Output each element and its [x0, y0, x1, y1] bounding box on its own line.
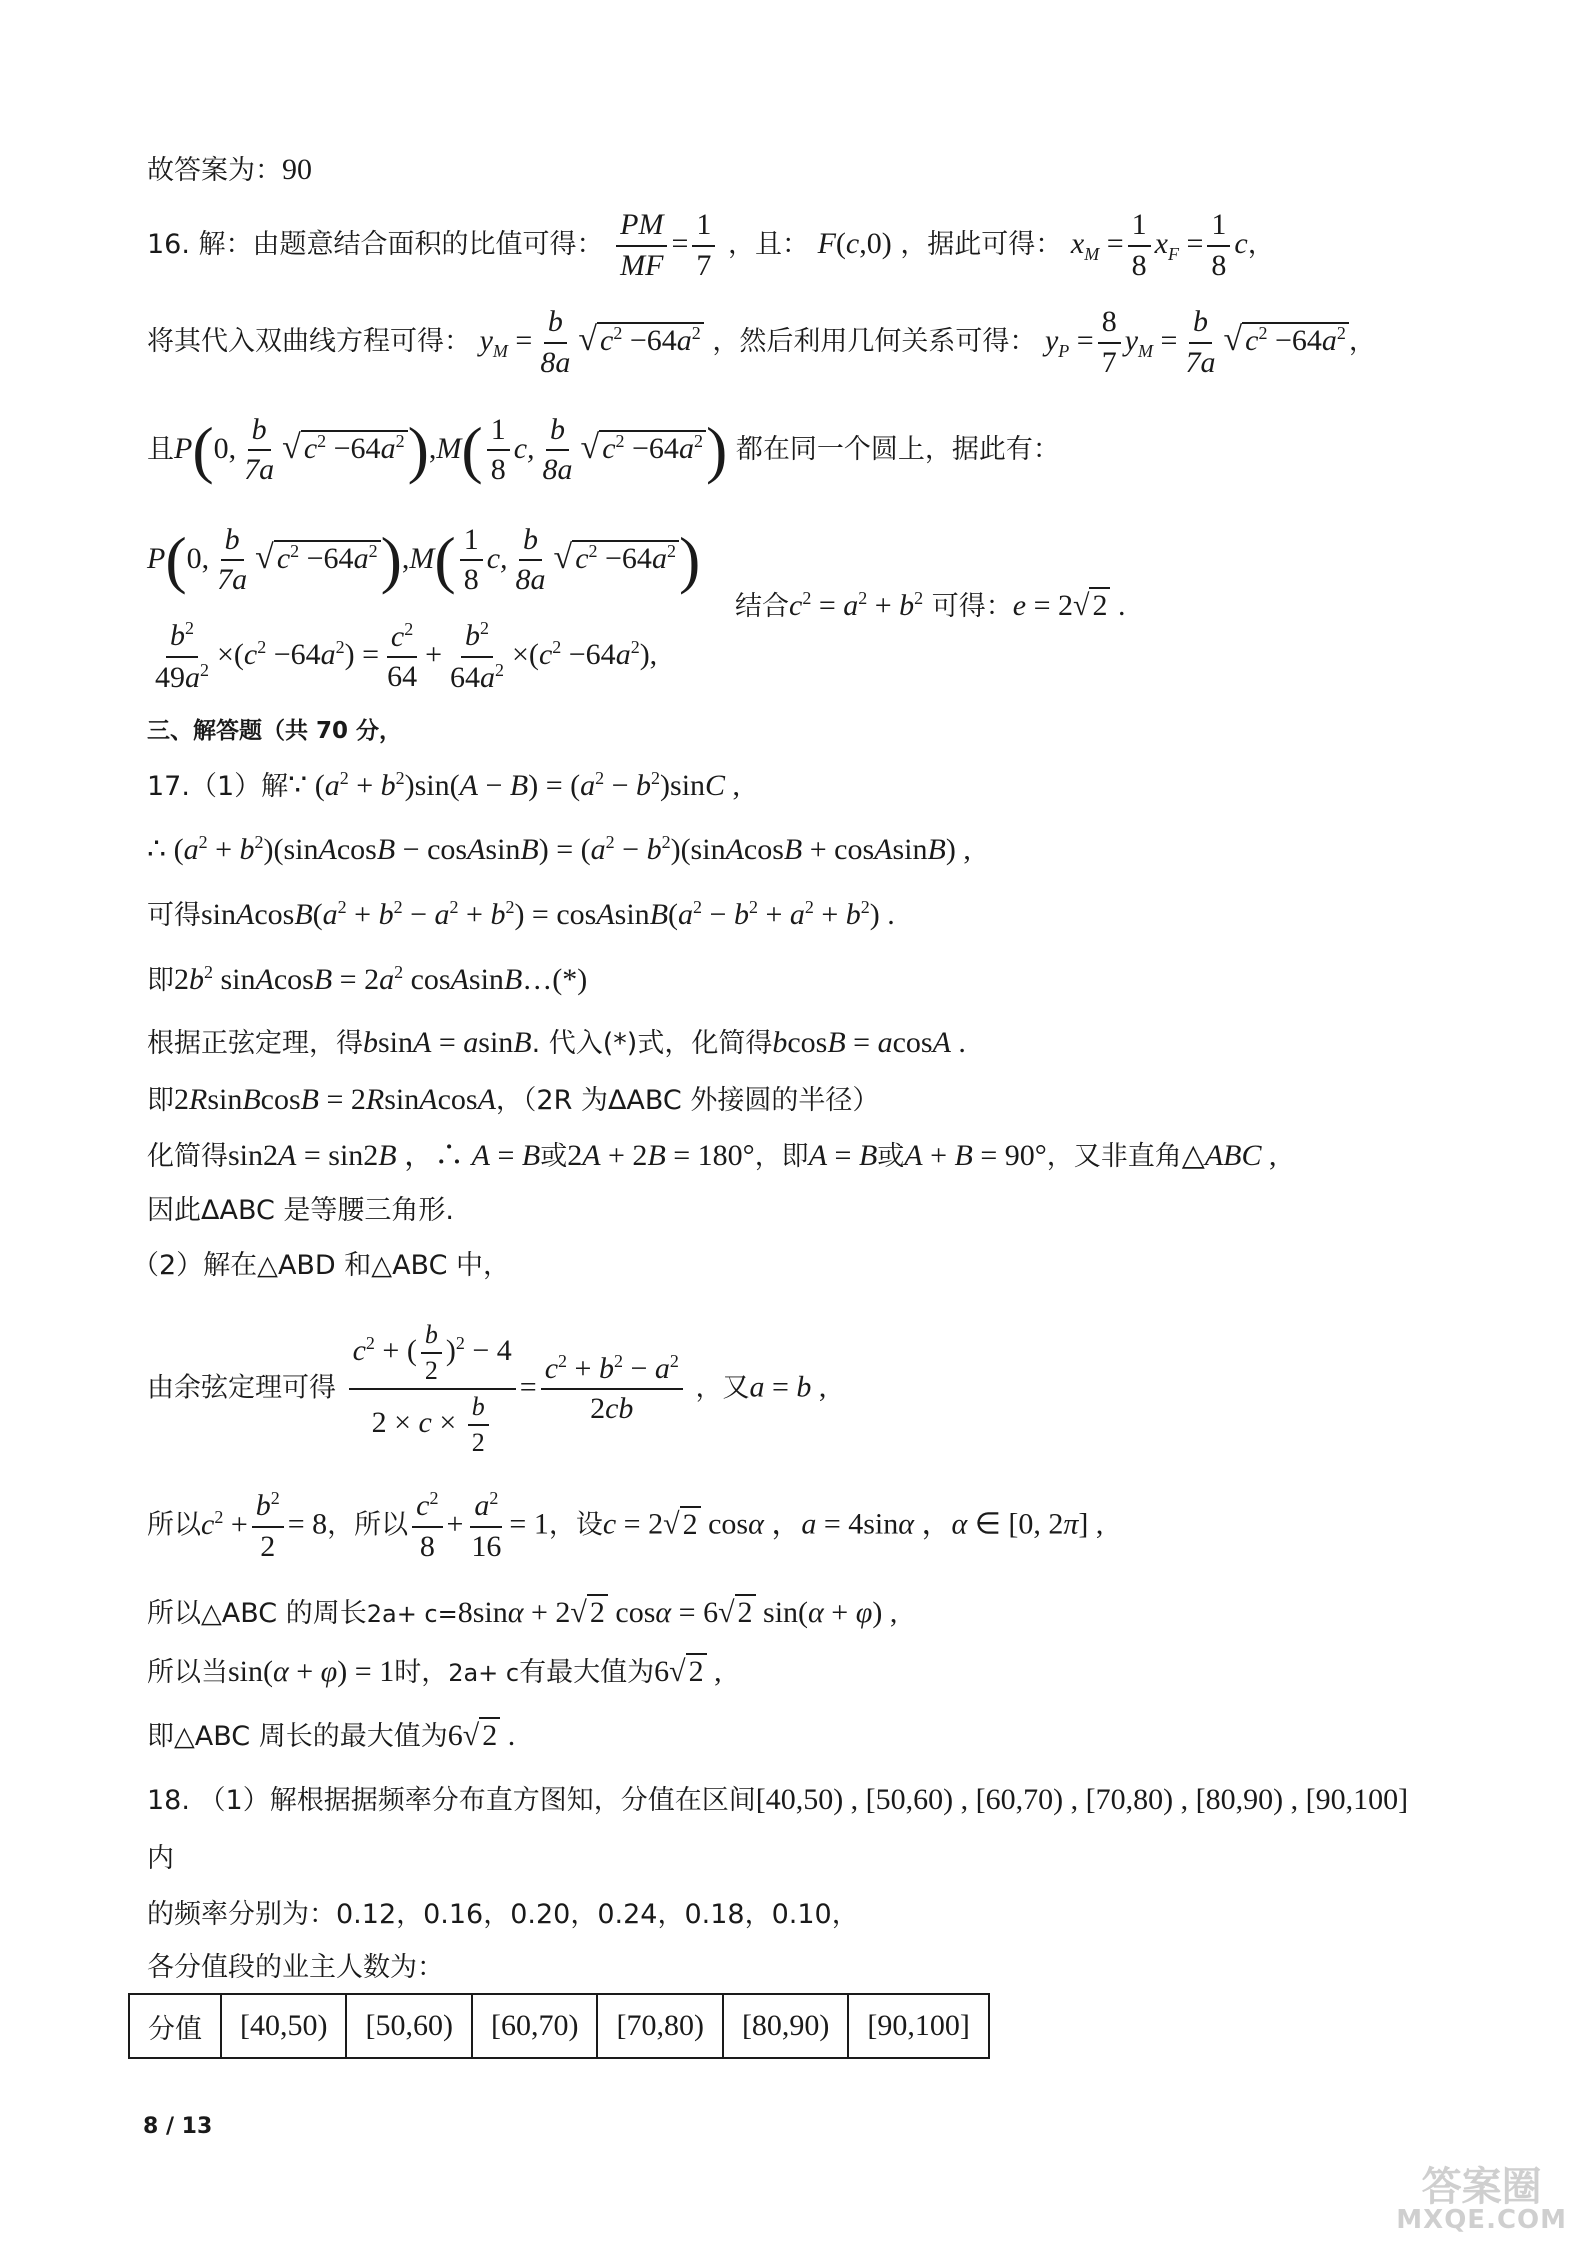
q16-line2: 将其代入双曲线方程可得： $y_M$ = $\frac{b}{8a}$ √ $c^2 -64a^2$ ，然后利用几何关系可得： $y_P$ = $\frac{8}{7}$ $y_M$ = $\frac{b}{7a}$ √ $c^2 -64a^2$ ，: [147, 305, 1376, 379]
q17-so: 所以$c^2$ + $\frac{b^2}{2}$ = 8，所以 $\frac{c^2}{8}$ + $\frac{a^2}{16}$ = 1，设c = 2√ 2 cosα ，a = 4sinα ，α ∈ [0, 2π] ,: [147, 1488, 1104, 1563]
table-header-cell: 分值: [129, 1994, 221, 2058]
q17-line6: 即2RsinBcosB = 2RsinAcosA，（2R 为ΔABC 外接圆的半径）: [147, 1083, 880, 1116]
q17-max: 即△ABC 周长的最大值为6√ 2 .: [147, 1719, 516, 1752]
table-cell: [90,100]: [848, 1994, 988, 2058]
table-cell: [50,60): [346, 1994, 471, 2058]
q17-line3: 可得$sinAcosB(a^2 + b^2 - a^2 + b^2)$ = $cosAsinB(a^2 - b^2 + a^2 + b^2)$ .: [147, 897, 895, 931]
watermark-logo: 答案圈 MXQE.COM: [1396, 2164, 1567, 2235]
table-cell: [80,90): [723, 1994, 848, 2058]
q17-part2: （2）解在△ABD 和△ABC 中，: [132, 1250, 511, 1281]
table-row: [129, 1994, 989, 2058]
table-cell: [70,80): [597, 1994, 722, 2058]
q16-line4: P(0, $\frac{b}{7a}$ √ $c^2 -64a^2),M$( $\frac{1}{8}$ c, $\frac{b}{8a}$ √ $c^2 -64a^2$): [147, 522, 701, 597]
section-heading: 三、解答题（共 70 分，: [147, 718, 403, 744]
q16-line3: 且P(0, $\frac{b}{7a}$ √ $c^2 -64a^2),M$( $\frac{1}{8}$ c, $\frac{b}{8a}$ √ $c^2 -64a^2$) 都在同一个圆上，据此有：: [147, 412, 1060, 487]
table-cell: [60,70): [472, 1994, 597, 2058]
q17-when: 所以当sin(α + φ) = 1时，2a+ c有最大值为6√ 2 ,: [147, 1655, 722, 1688]
q17-line4: 即$2b^2$ sinAcosB = $2a^2$ cosAsinB…(*): [147, 962, 588, 996]
score-table: [128, 1993, 990, 2059]
q17-cosine: 由余弦定理可得 $c^2$ + ( $\frac{b}{2}$ )$^2$ − 4 2 × c × $\frac{b}{2}$ = $\frac{c^2 + b^2 - a^2}{2cb}$ ，又a = b ,: [147, 1320, 827, 1457]
q17-line5: 根据正弦定理，得bsinA = asinB. 代入(*)式，化简得bcosB = acosA .: [147, 1026, 966, 1059]
q17-perimeter: 所以△ABC 的周长2a+ c=8sinα + 2√ 2 cosα = 6√ 2 sin(α + φ) ,: [147, 1596, 898, 1629]
q18-line1: 18. （1）解根据据频率分布直方图知，分值在区间[40,50) , [50,60) , [60,70) , [70,80) , [80,90) , [90,100]: [147, 1783, 1409, 1816]
q18-line1b: 内: [147, 1843, 174, 1874]
q16-line1: 16. 解：由题意结合面积的比值可得： $\frac{PM}{MF}$ = $\frac{1}{7}$ ，且： F(c,0) ，据此可得： $x_M$ = $\frac{1}{8}$ $x_F$ = $\frac{1}{8}$ c，: [147, 208, 1275, 282]
q18-line2: 的频率分别为：0.12，0.16，0.20，0.24，0.18，0.10，: [147, 1899, 859, 1930]
table-cell: [40,50): [221, 1994, 346, 2058]
q17-line2: ∴ ($a^2$ + $b^2)(sinAcosB$ − cosAsinB) = ($a^2$ − $b^2)(sinAcosB$ + cosAsinB) ,: [147, 832, 971, 866]
page-number: 8 / 13: [143, 2114, 213, 2139]
q16-line5: $\frac{b^2}{49a^2}$ $\times(c^2 -64a^2)$ = $\frac{c^2}{64}$ + $\frac{b^2}{64a^2}$ $\times(c^2 -64a^2)$,: [155, 618, 658, 694]
q17-line8: 因此ΔABC 是等腰三角形.: [147, 1195, 455, 1226]
q18-line3: 各分值段的业主人数为：: [147, 1952, 444, 1983]
q17-line1: 17.（1）解∵ $(a^2 + b^2)\sin(A - B) = (a^2 - b^2)\sin C$ ,: [147, 768, 741, 802]
q17-line7: 化简得sin2A = sin2B ，∴ A = B或2A + 2B = 180°，即A = B或A + B = 90°，又非直角△ABC ,: [147, 1139, 1277, 1172]
q16-result: 结合$c^2 = a^2 + b^2$ 可得：e = 2√ 2 .: [735, 588, 1126, 622]
answer-line: 故答案为：90: [147, 153, 312, 186]
